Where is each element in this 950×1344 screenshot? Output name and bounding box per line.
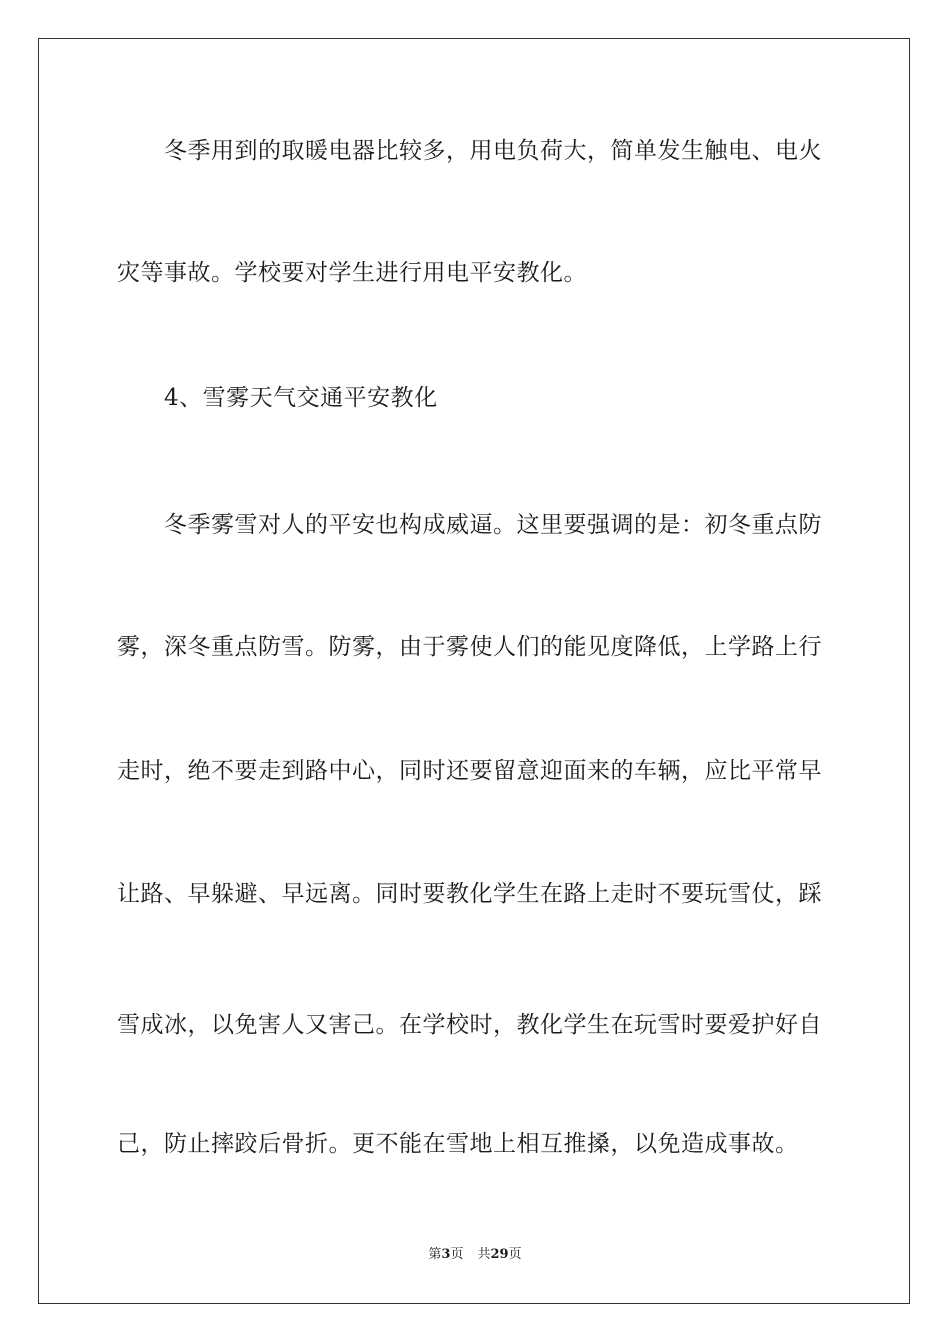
paragraph-2-line-5: 雪成冰，以免害人又害己。在学校时，教化学生在玩雪时要爱护好自 — [117, 1012, 822, 1038]
page-number: 3 — [441, 1247, 451, 1262]
paragraph-2-line-1: 冬季雾雪对人的平安也构成威逼。这里要强调的是：初冬重点防 — [164, 512, 822, 538]
page-footer — [0, 1246, 950, 1264]
page-border — [38, 38, 910, 1304]
total-prefix: 共 — [477, 1247, 491, 1262]
total-suffix: 页 — [508, 1247, 522, 1262]
paragraph-1-line-2: 灾等事故。学校要对学生进行用电平安教化。 — [117, 260, 587, 286]
paragraph-1-line-1: 冬季用到的取暖电器比较多，用电负荷大，简单发生触电、电火 — [164, 138, 822, 164]
page-suffix: 页 — [450, 1247, 464, 1262]
section-heading: 4、雪雾天气交通平安教化 — [164, 385, 438, 411]
paragraph-2-line-4: 让路、早躲避、早远离。同时要教化学生在路上走时不要玩雪仗，踩 — [117, 881, 822, 907]
total-pages: 29 — [490, 1247, 509, 1262]
paragraph-2-line-6: 己，防止摔跤后骨折。更不能在雪地上相互推搡，以免造成事故。 — [117, 1131, 799, 1157]
page-prefix: 第 — [428, 1247, 442, 1262]
paragraph-2-line-3: 走时，绝不要走到路中心，同时还要留意迎面来的车辆，应比平常早 — [117, 758, 822, 784]
paragraph-2-line-2: 雾，深冬重点防雪。防雾，由于雾使人们的能见度降低，上学路上行 — [117, 634, 822, 660]
